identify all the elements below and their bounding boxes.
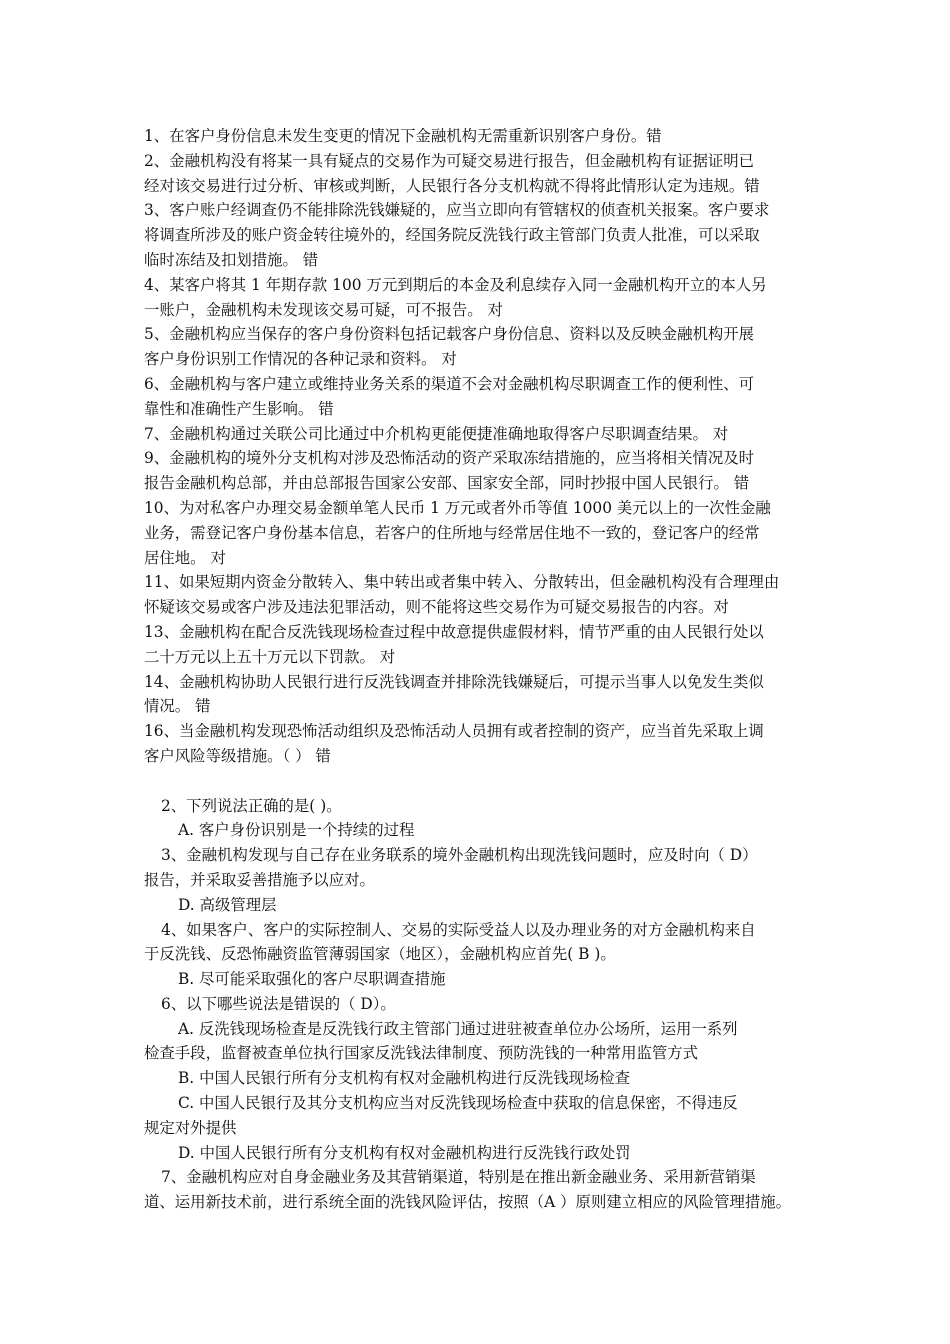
- text-line: 4、如果客户、客户的实际控制人、交易的实际受益人以及办理业务的对方金融机构来自: [161, 920, 756, 939]
- statement-item: [144, 322, 810, 372]
- text-line: 4、某客户将其 1 年期存款 100 万元到期后的本金及利息续存入同一金融机构开立的本人另: [144, 275, 767, 294]
- text-line: 6、金融机构与客户建立或维持业务关系的渠道不会对金融机构尽职调查工作的便利性、可: [144, 374, 755, 393]
- text-line: 6、以下哪些说法是错误的（ D）。: [161, 994, 396, 1013]
- statement-item: [144, 496, 810, 570]
- text-line: 于反洗钱、反恐怖融资监管薄弱国家（地区），金融机构应首先( B )。: [144, 945, 616, 964]
- answer-option: [144, 967, 810, 992]
- statement-item: [144, 273, 810, 323]
- text-line: 二十万元以上五十万元以下罚款。 对: [144, 647, 396, 666]
- text-line: 规定对外提供: [144, 1118, 237, 1137]
- statement-item: [144, 372, 810, 422]
- text-line: 怀疑该交易或客户涉及违法犯罪活动，则不能将这些交易作为可疑交易报告的内容。对: [144, 598, 729, 617]
- text-line: 3、金融机构发现与自己存在业务联系的境外金融机构出现洗钱问题时，应及时向（ D）: [161, 846, 758, 865]
- text-line: 7、金融机构应对自身金融业务及其营销渠道，特别是在推出新金融业务、采用新营销渠: [161, 1168, 756, 1187]
- text-line: B. 尽可能采取强化的客户尽职调查措施: [178, 970, 446, 989]
- answer-option: [144, 1141, 810, 1166]
- text-line: 靠性和准确性产生影响。 错: [144, 399, 334, 418]
- statement-item: [144, 719, 810, 769]
- document-page: [144, 124, 810, 1215]
- text-line: D. 中国人民银行所有分支机构有权对金融机构进行反洗钱行政处罚: [178, 1143, 631, 1162]
- text-line: 3、客户账户经调查仍不能排除洗钱嫌疑的，应当立即向有管辖权的侦查机关报案。客户要求: [144, 201, 770, 220]
- answer-option: [144, 818, 810, 843]
- text-line: 客户风险等级措施。（ ） 错: [144, 746, 331, 765]
- text-line: 临时冻结及扣划措施。 错: [144, 250, 319, 269]
- text-line: 居住地。 对: [144, 548, 226, 567]
- text-line: 11、如果短期内资金分散转入、集中转出或者集中转入、分散转出，但金融机构没有合理理由: [144, 573, 780, 592]
- question-item: [144, 918, 810, 968]
- text-line: 客户身份识别工作情况的各种记录和资料。 对: [144, 350, 457, 369]
- statement-item: [144, 422, 810, 447]
- answer-option: [144, 1017, 810, 1067]
- statement-item: [144, 149, 810, 199]
- text-line: A. 反洗钱现场检查是反洗钱行政主管部门通过进驻被查单位办公场所，运用一系列: [178, 1019, 738, 1038]
- text-line: 经对该交易进行过分析、审核或判断，人民银行各分支机构就不得将此情形认定为违规。错: [144, 176, 760, 195]
- text-line: C. 中国人民银行及其分支机构应当对反洗钱现场检查中获取的信息保密，不得违反: [178, 1094, 738, 1113]
- text-line: 7、金融机构通过关联公司比通过中介机构更能便捷准确地取得客户尽职调查结果。 对: [144, 424, 729, 443]
- text-line: 9、金融机构的境外分支机构对涉及恐怖活动的资产采取冻结措施的，应当将相关情况及时: [144, 449, 755, 468]
- text-line: 1、在客户身份信息未发生变更的情况下金融机构无需重新识别客户身份。错: [144, 127, 662, 145]
- statement-item: [144, 124, 810, 149]
- answer-option: [144, 1091, 810, 1141]
- text-line: 报告，并采取妥善措施予以应对。: [144, 870, 375, 889]
- text-line: 业务，需登记客户身份基本信息，若客户的住所地与经常居住地不一致的，登记客户的经常: [144, 523, 760, 542]
- text-line: 一账户，金融机构未发现该交易可疑，可不报告。 对: [144, 300, 503, 319]
- text-line: 情况。 错: [144, 697, 211, 716]
- text-line: A. 客户身份识别是一个持续的过程: [178, 821, 415, 840]
- question-item: [144, 794, 810, 819]
- section-spacer: [144, 769, 810, 794]
- true-false-section: [144, 124, 810, 769]
- statement-item: [144, 446, 810, 496]
- text-line: 2、下列说法正确的是( )。: [161, 796, 342, 815]
- text-line: 10、为对私客户办理交易金额单笔人民币 1 万元或者外币等值 1000 美元以上的一次性金融: [144, 498, 771, 517]
- question-item: [144, 992, 810, 1017]
- text-line: B. 中国人民银行所有分支机构有权对金融机构进行反洗钱现场检查: [178, 1069, 631, 1088]
- statement-item: [144, 570, 810, 620]
- text-line: 16、当金融机构发现恐怖活动组织及恐怖活动人员拥有或者控制的资产，应当首先采取上调: [144, 722, 764, 741]
- answer-option: [144, 893, 810, 918]
- text-line: 5、金融机构应当保存的客户身份资料包括记载客户身份信息、资料以及反映金融机构开展: [144, 325, 755, 344]
- statement-item: [144, 670, 810, 720]
- multiple-choice-section: [144, 794, 810, 1216]
- text-line: D. 高级管理层: [178, 895, 277, 914]
- question-item: [144, 1165, 810, 1215]
- text-line: 13、金融机构在配合反洗钱现场检查过程中故意提供虚假材料，情节严重的由人民银行处以: [144, 622, 764, 641]
- text-line: 2、金融机构没有将某一具有疑点的交易作为可疑交易进行报告，但金融机构有证据证明已: [144, 151, 755, 170]
- text-line: 报告金融机构总部，并由总部报告国家公安部、国家安全部，同时抄报中国人民银行。 错: [144, 474, 750, 493]
- text-line: 将调查所涉及的账户资金转往境外的，经国务院反洗钱行政主管部门负责人批准，可以采取: [144, 226, 760, 245]
- answer-option: [144, 1066, 810, 1091]
- statement-item: [144, 198, 810, 272]
- text-line: 检查手段，监督被查单位执行国家反洗钱法律制度、预防洗钱的一种常用监管方式: [144, 1044, 699, 1063]
- text-line: 道、运用新技术前，进行系统全面的洗钱风险评估，按照（A ）原则建立相应的风险管理措施。: [144, 1193, 792, 1212]
- statement-item: [144, 620, 810, 670]
- question-item: [144, 843, 810, 893]
- text-line: 14、金融机构协助人民银行进行反洗钱调查并排除洗钱嫌疑后，可提示当事人以免发生类似: [144, 672, 764, 691]
